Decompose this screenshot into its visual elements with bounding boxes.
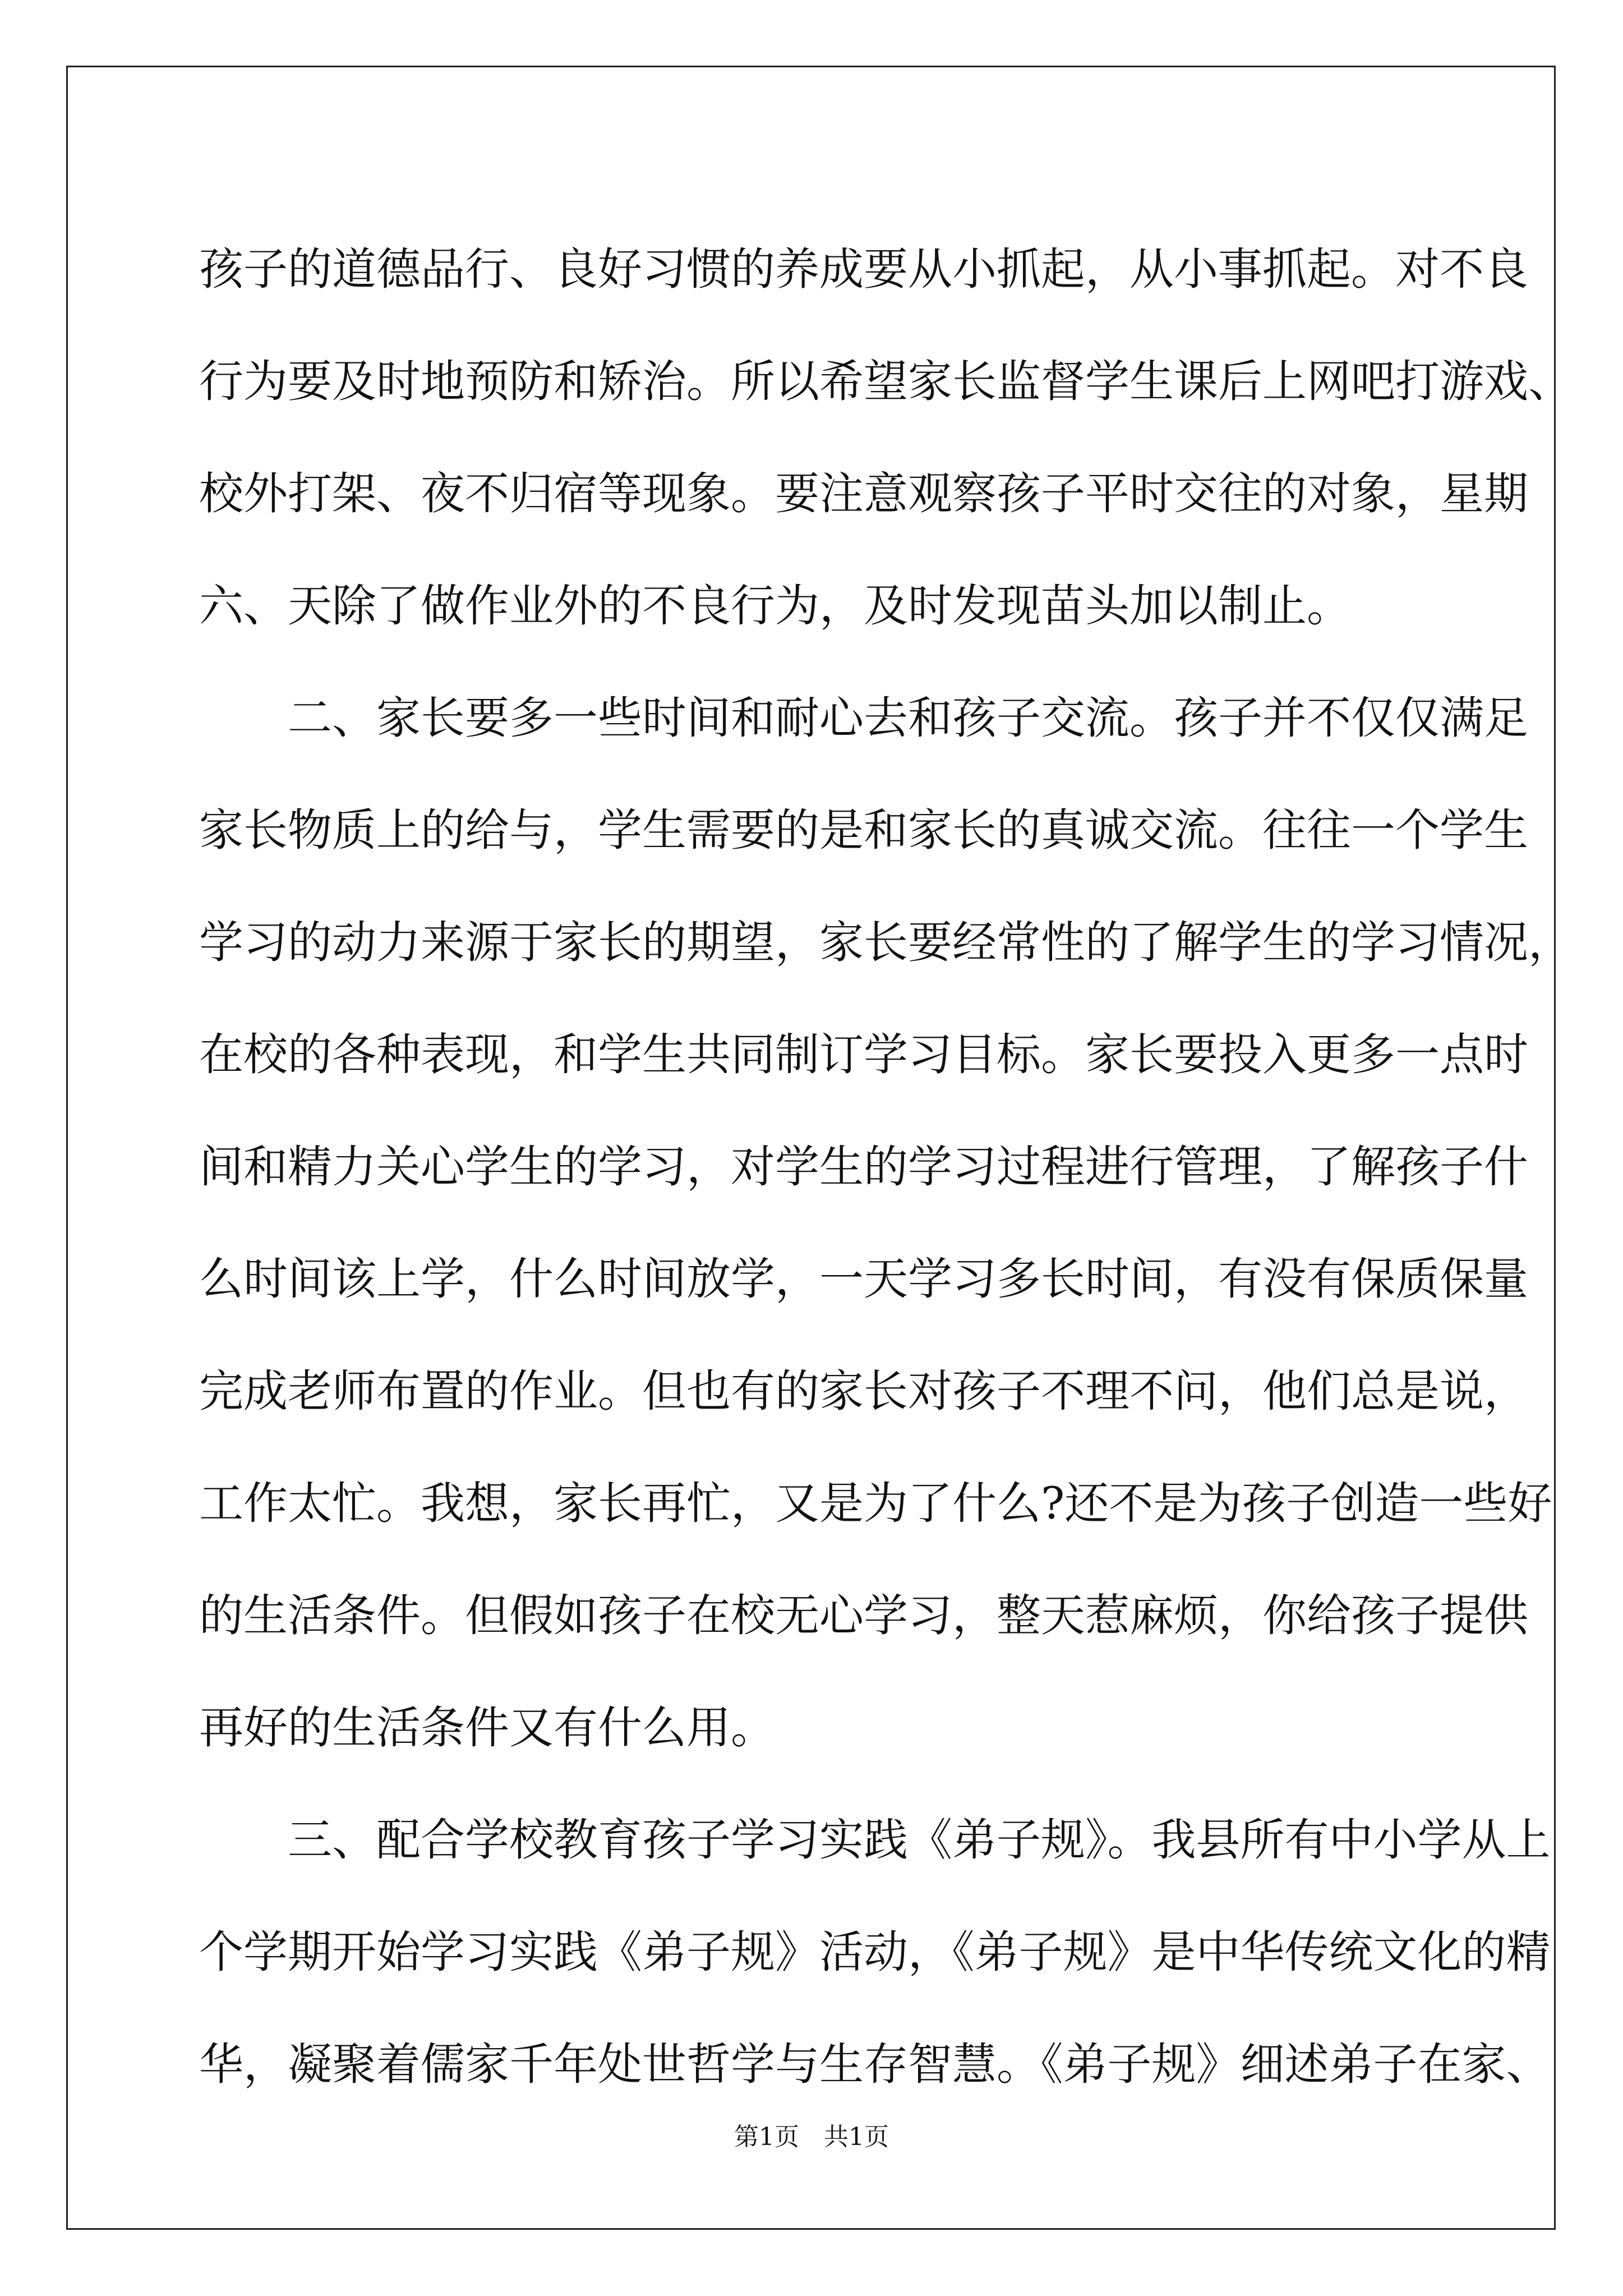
text-line: 在校的各种表现，和学生共同制订学习目标。家长要投入更多一点时: [199, 1029, 1528, 1080]
text-line: 孩子的道德品行、良好习惯的养成要从小抓起，从小事抓起。对不良: [199, 243, 1528, 295]
text-line: 行为要及时地预防和矫治。所以希望家长监督学生课后上网吧打游戏、: [199, 356, 1573, 407]
text-line: 完成老师布置的作业。但也有的家长对孩子不理不问，他们总是说，: [199, 1365, 1528, 1417]
text-line: 学习的动力来源于家长的期望，家长要经常性的了解学生的学习情况，: [199, 917, 1573, 968]
text-line: 家长物质上的给与，学生需要的是和家长的真诚交流。往往一个学生: [199, 804, 1528, 856]
page-footer: 第1页 共1页: [734, 2123, 889, 2151]
text-line: 再好的生活条件又有什么用。: [199, 1702, 775, 1754]
text-line: 二、家长要多一些时间和耐心去和孩子交流。孩子并不仅仅满足: [199, 692, 1528, 744]
text-line: 三、配合学校教育孩子学习实践《弟子规》。我县所有中小学从上: [199, 1814, 1551, 1866]
document-body: [199, 213, 1573, 2120]
text-line: 华，凝聚着儒家千年处世哲学与生存智慧。《弟子规》细述弟子在家、: [199, 2039, 1551, 2090]
text-line: 么时间该上学，什么时间放学，一天学习多长时间，有没有保质保量: [199, 1253, 1528, 1305]
text-line: 工作太忙。我想，家长再忙，又是为了什么?还不是为孩子创造一些好: [199, 1478, 1552, 1529]
text-line: 的生活条件。但假如孩子在校无心学习，整天惹麻烦，你给孩子提供: [199, 1590, 1528, 1641]
text-line: 个学期开始学习实践《弟子规》活动，《弟子规》是中华传统文化的精: [199, 1926, 1551, 1978]
text-line: 间和精力关心学生的学习，对学生的学习过程进行管理，了解孩子什: [199, 1141, 1528, 1193]
text-line: 校外打架、夜不归宿等现象。要注意观察孩子平时交往的对象，星期: [199, 468, 1528, 519]
text-line: 六、天除了做作业外的不良行为，及时发现苗头加以制止。: [199, 580, 1351, 632]
